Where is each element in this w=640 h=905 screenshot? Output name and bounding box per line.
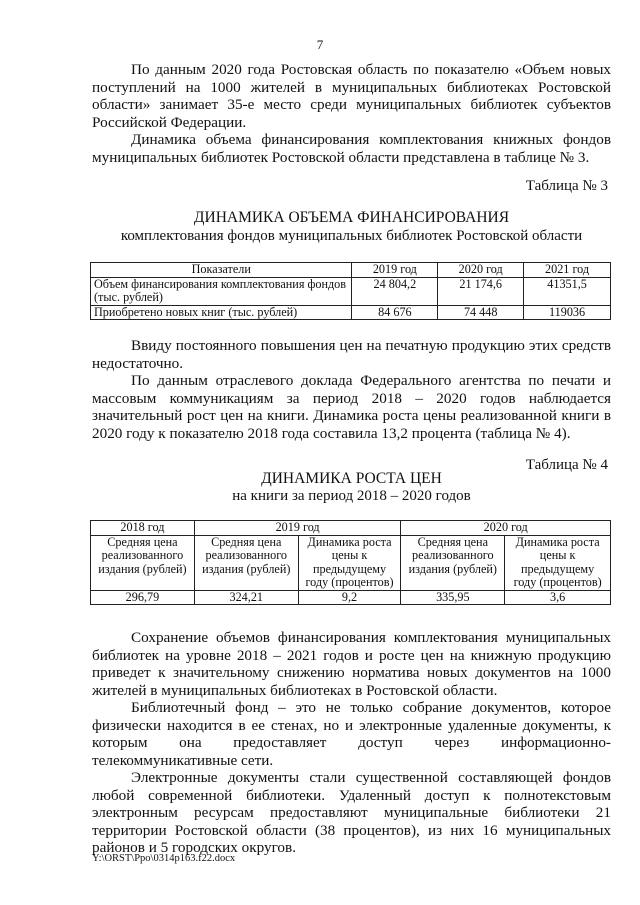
cell-value: 74 448 [438,305,524,320]
subheader-cell: Средняя цена реализованного издания (рублей) [194,535,298,590]
file-path-footer: Y:\ORST\Ppo\0314p163.f22.docx [92,853,236,864]
intro-text-block [92,61,611,166]
cell-value: 24 804,2 [352,277,438,305]
cell-value: 119036 [524,305,611,320]
cell-value: 84 676 [352,305,438,320]
table3-title: ДИНАМИКА ОБЪЕМА ФИНАНСИРОВАНИЯ [193,209,510,226]
cell-value: 3,6 [505,590,611,605]
header-cell: 2020 год [438,263,524,278]
paragraph-5: Сохранение объемов финансирования комплектования муниципальных библиотек на уровне 2018 – 2021 годов и росте цен на книжную продукцию приведет к значительному снижению норматива новых документов на 1000 жителей в муниципальных библиотеках в Ростовской области. [92,629,611,699]
paragraph-1: По данным 2020 года Ростовская область по показателю «Объем новых поступлений на 1000 жителей в муниципальных библиотеках Ростовской области» занимает 35-е место среди муниципальных библиотек субъектов Российской Федерации. [92,61,611,131]
subheader-cell: Средняя цена реализованного издания (рублей) [91,535,195,590]
row-label: Объем финансирования комплектования фондов (тыс. рублей) [91,277,352,305]
subheader-cell: Динамика роста цены к предыдущему году (процентов) [298,535,401,590]
year-header: 2020 год [401,521,611,536]
cell-value: 21 174,6 [438,277,524,305]
cell-value: 324,21 [194,590,298,605]
table-3-financing [90,262,611,320]
table-4-price-growth [90,520,611,605]
cell-value: 335,95 [401,590,505,605]
year-header: 2019 год [194,521,401,536]
table3-subtitle: комплектования фондов муниципальных библиотек Ростовской области [120,228,583,244]
table-row [91,277,611,305]
row-label: Приобретено новых книг (тыс. рублей) [91,305,352,320]
table-year-row [91,521,611,536]
table-subheader-row [91,535,611,590]
header-cell: 2019 год [352,263,438,278]
paragraph-3: Ввиду постоянного повышения цен на печатную продукцию этих средств недостаточно. [92,337,611,372]
table-row [91,305,611,320]
paragraph-7: Электронные документы стали существенной составляющей фондов любой современной библиотеки. Удаленный доступ к полнотекстовым электронным ресурсам предоставляют муниципальные библиотеки 21 территории Ростовской области (38 процентов), из них 16 муниципальных районов и 5 городских округов. [92,769,611,856]
year-header: 2018 год [91,521,195,536]
header-cell: 2021 год [524,263,611,278]
table4-subtitle: на книги за период 2018 – 2020 годов [232,488,471,504]
subheader-cell: Динамика роста цены к предыдущему году (процентов) [505,535,611,590]
page-number: 7 [316,37,324,52]
subheader-cell: Средняя цена реализованного издания (рублей) [401,535,505,590]
cell-value: 41351,5 [524,277,611,305]
table-header-row [91,263,611,278]
paragraph-2: Динамика объема финансирования комплектования книжных фондов муниципальных библиотек Ростовской области представлена в таблице № 3. [92,131,611,166]
table4-label: Таблица № 4 [525,457,608,473]
table-row [91,590,611,605]
cell-value: 296,79 [91,590,195,605]
paragraph-4: По данным отраслевого доклада Федерального агентства по печати и массовым коммуникациям за период 2018 – 2020 годов наблюдается значительный рост цен на книги. Динамика роста цены реализованной книги в 2020 году к показателю 2018 года составила 13,2 процента (таблица № 4). [92,372,611,442]
paragraph-6: Библиотечный фонд – это не только собрание документов, которое физически находится в ее стенах, но и электронные удаленные документы, к которым она предоставляет доступ через информационно-телекоммуникативные сети. [92,699,611,769]
table4-title: ДИНАМИКА РОСТА ЦЕН [261,470,442,487]
middle-text-block [92,337,611,442]
closing-text-block [92,629,611,857]
header-cell: Показатели [91,263,352,278]
table3-label: Таблица № 3 [525,178,608,194]
cell-value: 9,2 [298,590,401,605]
